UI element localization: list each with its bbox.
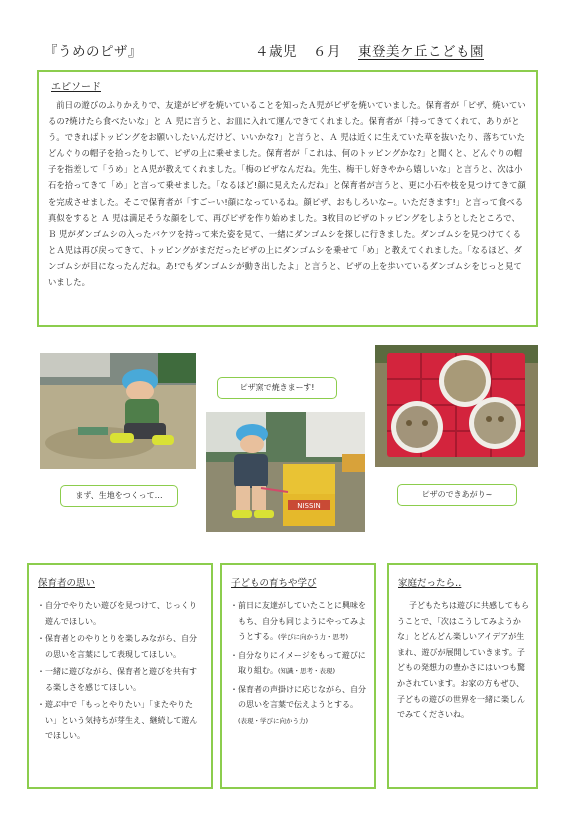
- document-title: 『うめのピザ』: [44, 44, 142, 60]
- teacher-thoughts-heading: 保育者の思い: [38, 578, 96, 589]
- episode-text: 前日の遊びのふりかえりで、友達がピザを焼いていることを知ったＡ児がピザを焼いていました。保育者が「ピザ、焼いているの?焼けたら食べたいな」と Ａ 児に言うと、お皿に入れて運んできてくれました。保育者が「持ってきてくれて、ありがとう。できればトッピングをお願いしたいんだけど、いいかな?」と言うと、Ａ 児は近くに生えていた草を抜いたり、落ちていたどんぐりの帽子を拾ったりして、ピザの上に乗せました。保育者が「これは、何のトッピングかな?」と聞くと、どんぐりの帽子を指差して「うめ」とＡ児が教えてくれました。「梅のピザなんだね。先生、梅干し好きやから嬉しいな」と言うと、次は小石を拾ってきて「め」と言って乗せました。「なるほど!顔に見えたんだね」と保育者が言うと、更に小石や枝を見つけてきて顔を完成させました。そこで保育者が「すごーい!顔になっているね。顔ピザ、おもしろいな~。いただきます!」と言って食べる真似をすると Ａ 児は満足そうな顔をして、再びピザを作り始めました。3枚目のピザのトッピングをしようとしたところで、Ｂ 児がダンゴムシの入ったバケツを持って来た姿を見て、一緒にダンゴムシを探しに行きました。ダンゴムシを見つけてくるとＡ児は再び戻ってきて、トッピングがまだだったピザの上にダンゴムシを乗せて「め」と教えてくれました。「なるほど、ダンゴムシが目になったんだね。あ!でもダンゴムシが動き出したよ」と言うと、ピザの上を歩いているダンゴムシをじっと見ていました。: [48, 100, 526, 288]
- learning-area-note: (表現・学びに向かう力): [238, 716, 309, 725]
- school-name: 東登美ケ丘こども園: [358, 44, 484, 60]
- photo-pizza-oven: [206, 412, 365, 532]
- list-item: ・自分なりにイメージをもって遊びに取り組む。(知識・思考・表現): [230, 650, 366, 675]
- list-item: ・自分でやりたい遊びを見つけて、じっくり遊んでほしい。: [37, 601, 197, 626]
- child-growth-list: [230, 598, 367, 729]
- teacher-thoughts-box: [27, 563, 213, 789]
- month: ６月: [313, 44, 341, 60]
- list-item: ・保育者とのやりとりを楽しみながら、自分の思いを言葉にして表現してほしい。: [37, 634, 197, 659]
- caption-making-dough: まず、生地をつくって…: [60, 485, 178, 507]
- list-item: ・保育者の声掛けに応じながら、自分の思いを言葉で伝えようとする。(表現・学びに向かう力): [230, 684, 366, 725]
- child-growth-heading: 子どもの育ちや学び: [231, 578, 317, 589]
- episode-heading: エピソード: [51, 82, 101, 93]
- caption-pizza-oven: ピザ窯で焼きまーす!: [217, 377, 337, 399]
- list-item: ・前日に友達がしていたことに興味をもち、自分も同じようにやってみようとする。(学びに向かう力・思考): [230, 601, 366, 641]
- list-item: ・遊ぶ中で「もっとやりたい」「またやりたい」という気持ちが芽生え、継続して遊んでほしい。: [37, 700, 198, 740]
- caption-finished-pizza: ピザのできあがり~: [397, 484, 517, 506]
- at-home-heading: 家庭だったら‥: [398, 578, 462, 589]
- child-growth-box: [220, 563, 376, 789]
- learning-area-note: (知識・思考・表現): [278, 667, 336, 675]
- photo-making-dough: [40, 353, 196, 469]
- age-group: ４歳児: [255, 44, 297, 60]
- photo-finished-pizza: [375, 345, 538, 467]
- list-item: ・一緒に遊びながら、保育者と遊びを共有する楽しさを感じてほしい。: [37, 667, 197, 692]
- episode-box: [37, 70, 538, 327]
- learning-area-note: (学びに向かう力・思考): [278, 633, 349, 641]
- crate-label: NISSIN: [297, 502, 321, 510]
- at-home-text: 子どもたちは遊びに共感してもらうことで、「次はこうしてみようかな」とどんどん楽しいアイデアが生まれ、遊びが展開していきます。子どもの発想力の豊かさにはいつも驚かされています。お家の方もぜひ、子どもの遊びの世界を一緒に楽しんでみてくださいね。: [397, 601, 529, 720]
- at-home-box: [387, 563, 538, 789]
- teacher-thoughts-list: [37, 598, 204, 744]
